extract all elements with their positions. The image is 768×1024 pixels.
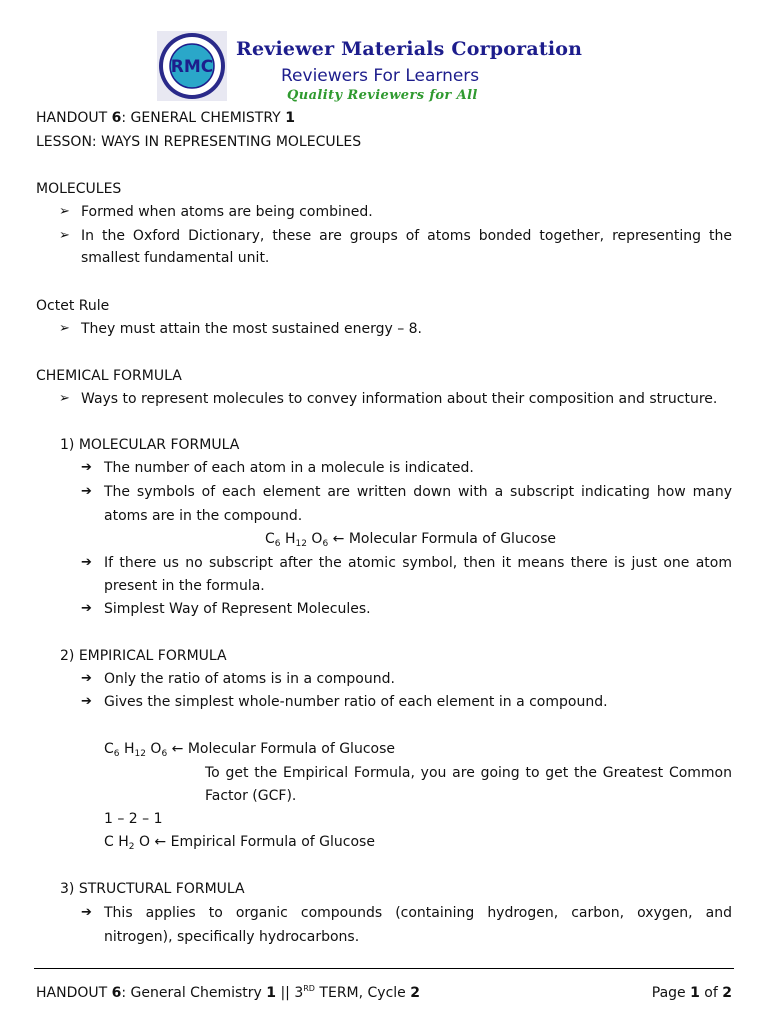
arrowhead-bullet-icon: ➢ bbox=[59, 391, 70, 406]
molecular-bullet-1: The number of each atom in a molecule is indicated. bbox=[104, 460, 474, 476]
molecular-bullet-4: Simplest Way of Represent Molecules. bbox=[104, 601, 371, 617]
molecular-bullet-2-line-2: atoms are in the compound. bbox=[104, 508, 303, 524]
molecules-bullet-2-line-1: In the Oxford Dictionary, these are groups of atoms bonded together, representing the bbox=[81, 228, 732, 244]
structural-bullet-1-line-1: This applies to organic compounds (containing hydrogen, carbon, oxygen, and bbox=[104, 905, 732, 921]
molecules-bullet-2-line-2: smallest fundamental unit. bbox=[81, 250, 270, 266]
glucose-molecular-formula-2: $C_6$ $H_{12}$ $O_6$ ← Molecular Formula of Glucose bbox=[104, 741, 395, 759]
glucose-molecular-formula: $C_6$ $H_{12}$ $O_6$ ← Molecular Formula of Glucose bbox=[265, 531, 556, 549]
octet-bullet-1: They must attain the most sustained energy – 8. bbox=[81, 321, 423, 337]
right-arrow-bullet-icon: ➔ bbox=[81, 601, 92, 616]
gcf-ratio: 1 – 2 – 1 bbox=[104, 811, 163, 827]
chemical-formula-heading: CHEMICAL FORMULA bbox=[36, 368, 182, 384]
octet-heading: Octet Rule bbox=[36, 298, 110, 314]
right-arrow-bullet-icon: ➔ bbox=[81, 484, 92, 499]
empirical-bullet-2: Gives the simplest whole-number ratio of each element in a compound. bbox=[104, 694, 608, 710]
right-arrow-bullet-icon: ➔ bbox=[81, 905, 92, 920]
handout-title: HANDOUT 6: GENERAL CHEMISTRY 1 bbox=[36, 110, 295, 126]
empirical-bullet-1: Only the ratio of atoms is in a compound. bbox=[104, 671, 395, 687]
arrowhead-bullet-icon: ➢ bbox=[59, 228, 70, 243]
empirical-formula-heading: 2) EMPIRICAL FORMULA bbox=[60, 648, 227, 664]
footer-divider bbox=[34, 968, 734, 969]
glucose-empirical-formula: C $H_2$ O ← Empirical Formula of Glucose bbox=[104, 834, 375, 852]
molecular-bullet-3-line-1: If there us no subscript after the atomic symbol, then it means there is just one atom bbox=[104, 555, 732, 571]
footer-page-number: Page 1 of 2 bbox=[651, 985, 732, 1001]
arrowhead-bullet-icon: ➢ bbox=[59, 204, 70, 219]
logo-text: RMC bbox=[170, 57, 214, 77]
brand-motto: Quality Reviewers for All bbox=[287, 88, 478, 103]
right-arrow-bullet-icon: ➔ bbox=[81, 460, 92, 475]
gcf-note-line-1: To get the Empirical Formula, you are going to get the Greatest Common bbox=[205, 765, 732, 781]
lesson-title: LESSON: WAYS IN REPRESENTING MOLECULES bbox=[36, 134, 362, 150]
molecular-bullet-2-line-1: The symbols of each element are written down with a subscript indicating how many bbox=[104, 484, 732, 500]
right-arrow-bullet-icon: ➔ bbox=[81, 555, 92, 570]
brand-name: Reviewer Materials Corporation bbox=[236, 38, 583, 60]
molecular-formula-heading: 1) MOLECULAR FORMULA bbox=[60, 437, 240, 453]
right-arrow-bullet-icon: ➔ bbox=[81, 671, 92, 686]
molecules-heading: MOLECULES bbox=[36, 181, 122, 197]
brand-tagline: Reviewers For Learners bbox=[281, 66, 480, 86]
structural-formula-heading: 3) STRUCTURAL FORMULA bbox=[60, 881, 245, 897]
right-arrow-bullet-icon: ➔ bbox=[81, 694, 92, 709]
molecules-bullet-1: Formed when atoms are being combined. bbox=[81, 204, 373, 220]
chemical-formula-bullet-1: Ways to represent molecules to convey information about their composition and structure. bbox=[81, 391, 718, 407]
arrowhead-bullet-icon: ➢ bbox=[59, 321, 70, 336]
molecular-bullet-3-line-2: present in the formula. bbox=[104, 578, 265, 594]
gcf-note-line-2: Factor (GCF). bbox=[205, 788, 297, 804]
footer-handout-info: HANDOUT 6: General Chemistry 1 || 3RD TERM, Cycle 2 bbox=[36, 984, 420, 1001]
structural-bullet-1-line-2: nitrogen), specifically hydrocarbons. bbox=[104, 929, 360, 945]
rmc-logo-icon bbox=[157, 31, 227, 101]
